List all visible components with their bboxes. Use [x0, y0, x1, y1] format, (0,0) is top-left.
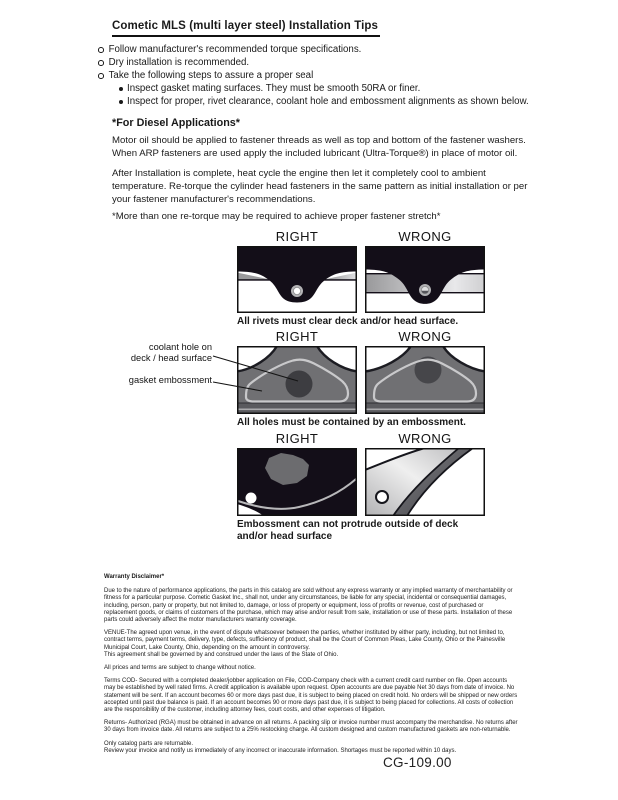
- embossment-wrong-diagram: [365, 346, 485, 414]
- right-label: RIGHT: [275, 329, 319, 344]
- coolant-hole-icon: [286, 371, 313, 398]
- diesel-applications-heading: *For Diesel Applications*: [112, 117, 240, 129]
- bolt-hole-icon: [246, 493, 257, 504]
- circle-bullet-icon: [98, 60, 104, 66]
- list-item: [98, 95, 538, 108]
- list-item: [98, 82, 538, 95]
- figure-caption: Embossment can not protrude outside of deck and/or head surface: [237, 519, 459, 542]
- disclaimer-paragraph: Review your invoice and notify us immediately of any incorrect or inaccurate information. Shortages must be reported within 10 days.: [104, 747, 457, 754]
- gasket-embossment-annotation: gasket embossment: [128, 375, 212, 385]
- bolt-hole-icon: [376, 491, 388, 503]
- disclaimer-paragraph: This agreement shall be governed by and construed under the laws of the State of Ohio.: [104, 651, 339, 658]
- disclaimer-paragraph: VENUE-The agreed upon venue, in the event of dispute whatsoever between the parties, whether instituted by either party, including, but not limited to, contract terms, payment terms, delivery, type, defects, sufficiency of product, shall be the Court of Common Pleas, Lake County, Ohio or the Painesville Municipal Court, Lake County, Ohio, depending on the amount in controversy.: [104, 630, 506, 651]
- list-item: [98, 56, 538, 69]
- figure-caption: All rivets must clear deck and/or head surface.: [237, 316, 459, 327]
- wrong-label: WRONG: [398, 329, 452, 344]
- disclaimer-heading: Warranty Disclaimer*: [104, 574, 165, 580]
- page-title: Cometic MLS (multi layer steel) Installation Tips: [112, 20, 380, 37]
- list-item-text: Inspect for proper, rivet clearance, coolant hole and embossment alignments as shown below.: [127, 96, 529, 107]
- list-item: [98, 69, 538, 82]
- dot-bullet-icon: [119, 87, 123, 91]
- list-item-text: Inspect gasket mating surfaces. They must be smooth 50RA or finer.: [127, 83, 421, 94]
- disclaimer-paragraph: Returns- Authorized (RGA) must be obtained in advance on all returns. A packing slip or invoice number must accompany the merchandise. No returns after 30 days from invoice date. All returns are subject to a 25% restocking charge. All custom designed and custom manufactured gaskets are non-returnable.: [104, 720, 518, 734]
- wrong-label: WRONG: [398, 431, 452, 446]
- list-item-text: Follow manufacturer's recommended torque specifications.: [108, 44, 362, 55]
- coolant-hole-annotation: coolant hole on deck / head surface: [130, 342, 212, 363]
- rivet-right-diagram: [237, 246, 357, 313]
- protrusion-right-diagram: [237, 448, 357, 516]
- figure-caption: All holes must be contained by an embossment.: [237, 417, 466, 428]
- list-item-text: Take the following steps to assure a proper seal: [108, 70, 314, 81]
- right-label: RIGHT: [275, 229, 319, 244]
- list-item-text: Dry installation is recommended.: [108, 57, 250, 68]
- right-label: RIGHT: [275, 431, 319, 446]
- embossment-right-diagram: [237, 346, 357, 414]
- retorque-note: *More than one re-torque may be required to achieve proper fastener stretch*: [112, 211, 441, 222]
- circle-bullet-icon: [98, 73, 104, 79]
- diesel-paragraph: Motor oil should be applied to fastener threads as well as top and bottom of the fastener washers. When ARP fasteners are used apply the included lubricant (Ultra-Torque®) in place of motor oil.: [112, 135, 526, 159]
- circle-bullet-icon: [98, 47, 104, 53]
- list-item: [98, 43, 538, 56]
- warranty-disclaimer: [104, 574, 518, 755]
- figure-rivet-clearance: [237, 229, 485, 328]
- diesel-paragraph: After Installation is complete, heat cycle the engine then let it completely cool to ambient temperature. Re-torque the cylinder head fasteners in the same pattern as initial installation or per your fastener manufacturer's recommendations.: [112, 168, 528, 205]
- rivet-wrong-diagram: [365, 246, 485, 313]
- disclaimer-paragraph: All prices and terms are subject to change without notice.: [104, 665, 256, 672]
- disclaimer-paragraph: Due to the nature of performance applications, the parts in this catalog are sold without any express warranty or any implied warranty of merchantability or fitness for a particular purpose. Cometic Gasket Inc., shall not, under any circumstances, be liable for any special, incidental or consequential damages, including, person, party or property, but not limited to, damage, or loss of property or equipment, loss of profits or revenue, cost of purchased or replacement goods, or claims of customers of the purchase, which may arise and/or result from sale, installation or use of these parts. Installation of these parts could adversely affect the motor manufacturers warranty coverage.: [104, 588, 513, 624]
- disclaimer-paragraph: Only catalog parts are returnable.: [104, 740, 194, 747]
- wrong-label: WRONG: [398, 229, 452, 244]
- dot-bullet-icon: [119, 100, 123, 104]
- catalog-page-number: CG-109.00: [383, 755, 452, 770]
- figure-embossment-protrusion: [237, 431, 485, 542]
- disclaimer-paragraph: Terms COD- Secured with a completed dealer/jobber application on File, COD-Company check with a current credit card number on file. Open accounts may be established by well rated firms. A credit application is available upon request. Open accounts are due payable Net 30 days from date of invoice. No statement will be sent. If an account becomes 60 or more days past due, it is subject to being placed on credit hold. No orders will be shipped or new orders accepted until past due balance is paid. If an account becomes 90 or more days past due, it is subject to being placed for collections. All costs of collection are the responsibility of the customer, including attorney fees, court costs, and other expenses of litigation.: [104, 678, 518, 714]
- protrusion-wrong-diagram: [365, 448, 485, 516]
- figure-hole-embossment: [237, 329, 485, 429]
- tips-list: [98, 43, 538, 108]
